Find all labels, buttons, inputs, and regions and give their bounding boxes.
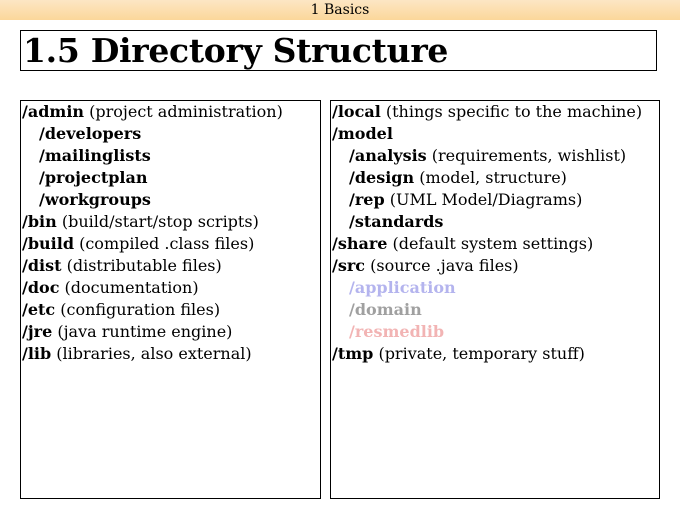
directory-path: /src [332,256,366,275]
directory-entry [22,343,320,365]
title-box [20,30,657,71]
directory-path: /tmp [332,344,374,363]
directory-entry [22,299,320,321]
directory-entry [332,255,659,277]
directory-entry [22,189,320,211]
directory-entry [22,277,320,299]
directory-path: /admin [22,102,85,121]
directory-entry [22,123,320,145]
directory-entry [22,167,320,189]
directory-description: (distributable files) [61,256,222,275]
directory-path: /model [332,124,393,143]
directory-description: (documentation) [59,278,199,297]
directory-entry [332,277,659,299]
directory-description: (private, temporary stuff) [373,344,585,363]
directory-description: (model, structure) [414,168,567,187]
directory-path: /domain [349,300,422,319]
header-title: 1 Basics [310,2,370,18]
directory-path: /share [332,234,388,253]
directory-path: /developers [39,124,142,143]
directory-path: /mailinglists [39,146,151,165]
directory-description: (configuration files) [55,300,221,319]
directory-entry [22,145,320,167]
directory-path: /doc [22,278,60,297]
directory-path: /workgroups [39,190,151,209]
directory-path: /application [349,278,456,297]
directory-description: (project administration) [84,102,283,121]
directory-path: /standards [349,212,444,231]
directory-entry [22,101,320,123]
directory-entry [332,343,659,365]
directory-description: (requirements, wishlist) [426,146,627,165]
directory-path: /dist [22,256,62,275]
directory-path: /rep [349,190,385,209]
directory-description: (default system settings) [387,234,594,253]
directory-path: /analysis [349,146,427,165]
directory-path: /build [22,234,75,253]
directory-path: /resmedlib [349,322,445,341]
directory-entry [332,101,659,123]
directory-path: /projectplan [39,168,148,187]
directory-path: /jre [22,322,53,341]
right-directory-list [330,100,660,499]
directory-entry [22,233,320,255]
directory-path: /etc [22,300,56,319]
directory-description: (things specific to the machine) [380,102,643,121]
directory-path: /lib [22,344,52,363]
directory-entry [332,167,659,189]
directory-entry [332,123,659,145]
directory-entry [332,321,659,343]
directory-entry [332,233,659,255]
directory-entry [332,145,659,167]
directory-path: /local [332,102,381,121]
page-title: 1.5 Directory Structure [23,31,449,70]
directory-description: (compiled .class files) [74,234,255,253]
directory-description: (libraries, also external) [51,344,252,363]
directory-description: (source .java files) [365,256,519,275]
directory-entry [332,189,659,211]
directory-entry [332,211,659,233]
directory-description: (UML Model/Diagrams) [384,190,583,209]
directory-entry [22,255,320,277]
directory-entry [332,299,659,321]
directory-path: /bin [22,212,57,231]
directory-description: (build/start/stop scripts) [56,212,259,231]
directory-entry [22,321,320,343]
left-directory-list [20,100,321,499]
directory-description: (java runtime engine) [52,322,233,341]
directory-path: /design [349,168,415,187]
directory-entry [22,211,320,233]
